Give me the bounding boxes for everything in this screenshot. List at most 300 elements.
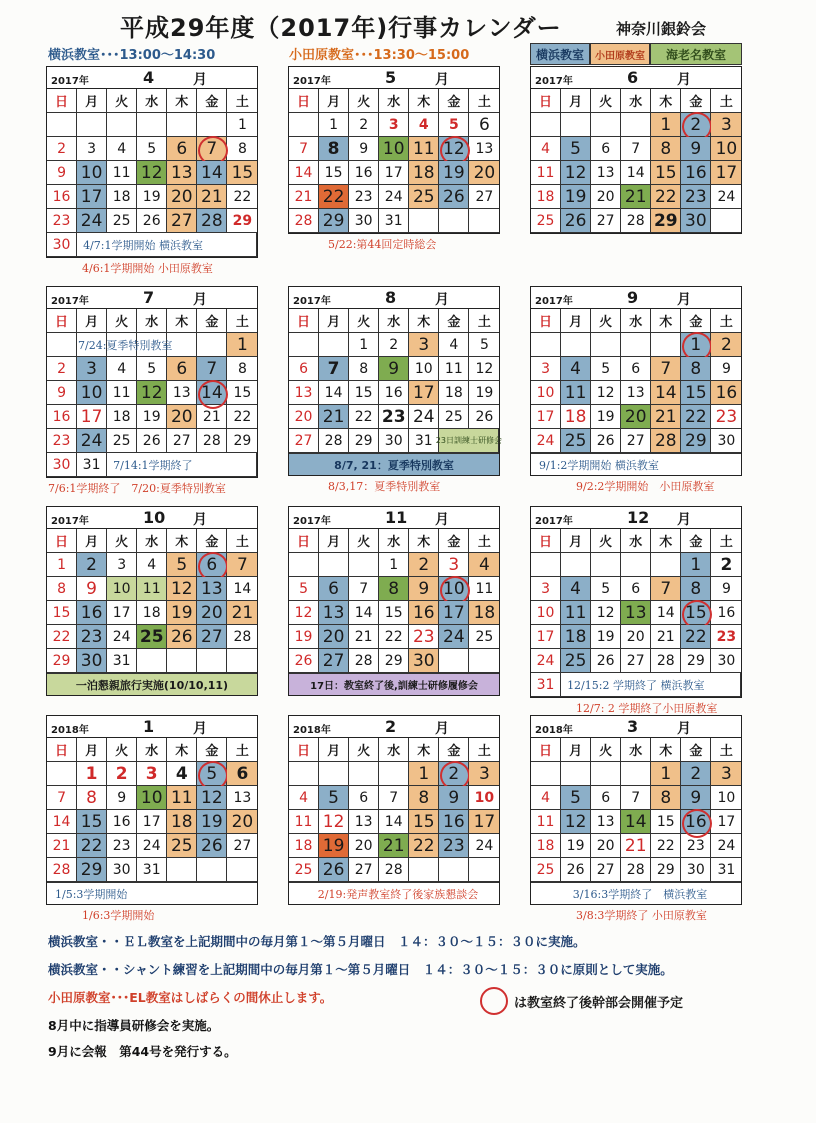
date-cell: 13 — [469, 137, 499, 161]
weekday-header: 日 — [47, 309, 77, 333]
empty-cell — [319, 762, 349, 786]
date-cell: 24 — [711, 834, 741, 858]
date-cell: 13 — [319, 601, 349, 625]
weekday-header: 金 — [439, 309, 469, 333]
weekday-header: 月 — [77, 529, 107, 553]
date-cell: 19 — [319, 834, 349, 858]
date-cell: 14 — [47, 810, 77, 834]
weekday-header: 日 — [531, 738, 561, 762]
empty-cell — [439, 858, 469, 882]
month-event-note: 12/15:2 学期終了 横浜教室 — [561, 673, 741, 697]
date-cell: 5 — [591, 357, 621, 381]
date-cell: 5 — [469, 333, 499, 357]
date-cell: 24 — [137, 834, 167, 858]
date-cell: 8 — [47, 577, 77, 601]
date-cell: 12 — [197, 786, 227, 810]
date-cell: 2 — [379, 333, 409, 357]
date-cell: 8 — [77, 786, 107, 810]
date-cell: 1 — [409, 762, 439, 786]
date-cell: 8 — [319, 137, 349, 161]
training-note-cell: 23日訓練士研修会 — [439, 429, 499, 453]
month-number: 8 — [385, 288, 397, 307]
date-cell: 24 — [439, 625, 469, 649]
date-cell: 1 — [681, 333, 711, 357]
weekday-header: 日 — [47, 738, 77, 762]
month-header — [47, 507, 257, 529]
weekday-header: 水 — [379, 309, 409, 333]
weekday-header: 木 — [651, 529, 681, 553]
date-cell: 5 — [439, 113, 469, 137]
date-cell: 12 — [167, 577, 197, 601]
weekday-header: 月 — [561, 529, 591, 553]
empty-cell — [531, 553, 561, 577]
month-number: 2 — [385, 717, 397, 736]
date-cell: 2 — [77, 553, 107, 577]
date-cell: 3 — [469, 762, 499, 786]
date-cell: 8 — [681, 577, 711, 601]
date-cell: 10 — [77, 381, 107, 405]
date-cell: 6 — [289, 357, 319, 381]
date-cell: 31 — [711, 858, 741, 882]
weekday-header: 火 — [591, 529, 621, 553]
weekday-header: 水 — [379, 738, 409, 762]
red-circle-icon — [480, 987, 508, 1015]
weekday-header: 日 — [289, 89, 319, 113]
month-event-note: 3/8:3学期終了 小田原教室 — [576, 909, 707, 922]
date-cell: 3 — [379, 113, 409, 137]
date-cell: 27 — [289, 429, 319, 453]
weekday-header: 火 — [591, 89, 621, 113]
empty-cell — [379, 762, 409, 786]
date-cell: 11 — [167, 786, 197, 810]
month-year: 2017年 — [51, 76, 89, 87]
date-cell: 22 — [681, 625, 711, 649]
weekday-header: 月 — [561, 309, 591, 333]
date-cell: 28 — [379, 858, 409, 882]
date-cell: 15 — [651, 810, 681, 834]
date-cell: 24 — [531, 649, 561, 673]
weekday-header: 月 — [77, 738, 107, 762]
date-cell: 30 — [681, 209, 711, 233]
date-cell: 18 — [531, 185, 561, 209]
empty-cell — [289, 553, 319, 577]
date-cell: 13 — [167, 381, 197, 405]
weekday-header: 水 — [379, 89, 409, 113]
date-cell: 21 — [197, 405, 227, 429]
date-cell: 11 — [137, 577, 167, 601]
date-cell: 26 — [137, 209, 167, 233]
date-cell: 5 — [197, 762, 227, 786]
empty-cell — [227, 858, 257, 882]
date-cell: 9 — [107, 786, 137, 810]
weekday-header: 火 — [349, 529, 379, 553]
month-grid — [47, 309, 257, 477]
footer-note-el: 横浜教室・・ＥＬ教室を上記期間中の毎月第１～第５月曜日 １４：３０～１５：３０に実施。 — [48, 934, 586, 949]
date-cell: 24 — [469, 834, 499, 858]
date-cell: 21 — [621, 834, 651, 858]
date-cell: 10 — [711, 786, 741, 810]
date-cell: 29 — [681, 429, 711, 453]
weekday-header: 土 — [469, 529, 499, 553]
date-cell: 26 — [197, 834, 227, 858]
weekday-header: 日 — [531, 529, 561, 553]
date-cell: 23 — [711, 625, 741, 649]
month-year: 2017年 — [535, 516, 573, 527]
date-cell: 28 — [621, 209, 651, 233]
date-cell: 3 — [77, 357, 107, 381]
date-cell: 25 — [137, 625, 167, 649]
date-cell: 4 — [107, 137, 137, 161]
weekday-header: 火 — [107, 89, 137, 113]
date-cell: 20 — [469, 161, 499, 185]
weekday-header: 木 — [651, 309, 681, 333]
date-cell: 24 — [379, 185, 409, 209]
date-cell: 28 — [349, 649, 379, 673]
date-cell: 14 — [379, 810, 409, 834]
date-cell: 6 — [469, 113, 499, 137]
date-cell: 4 — [439, 333, 469, 357]
empty-cell — [469, 209, 499, 233]
organization-name: 神奈川銀鈴会 — [616, 20, 707, 38]
weekday-header: 土 — [711, 89, 741, 113]
date-cell: 4 — [289, 786, 319, 810]
weekday-header: 火 — [107, 529, 137, 553]
date-cell: 22 — [77, 834, 107, 858]
month-label: 月 — [677, 72, 691, 88]
date-cell: 3 — [409, 333, 439, 357]
date-cell: 31 — [409, 429, 439, 453]
date-cell: 27 — [167, 429, 197, 453]
date-cell: 22 — [227, 405, 257, 429]
date-cell: 10 — [409, 357, 439, 381]
weekday-header: 金 — [439, 529, 469, 553]
month-event-bar: 一泊懇親旅行実施(10/10,11) — [47, 673, 257, 695]
date-cell: 29 — [319, 209, 349, 233]
date-cell: 23 — [47, 209, 77, 233]
date-cell: 21 — [319, 405, 349, 429]
month-number: 6 — [627, 68, 639, 87]
date-cell: 15 — [379, 601, 409, 625]
date-cell: 4 — [531, 137, 561, 161]
date-cell: 4 — [561, 577, 591, 601]
date-cell: 28 — [651, 429, 681, 453]
date-cell: 30 — [409, 649, 439, 673]
month-calendar — [288, 66, 500, 234]
date-cell: 23 — [439, 834, 469, 858]
date-cell: 13 — [621, 601, 651, 625]
empty-cell — [197, 333, 227, 357]
date-cell: 2 — [349, 113, 379, 137]
month-year: 2018年 — [51, 725, 89, 736]
date-cell: 23 — [681, 185, 711, 209]
date-cell: 19 — [591, 405, 621, 429]
date-cell: 12 — [561, 161, 591, 185]
date-cell: 11 — [561, 381, 591, 405]
date-cell: 17 — [379, 161, 409, 185]
date-cell: 8 — [409, 786, 439, 810]
date-cell: 31 — [107, 649, 137, 673]
month-calendar — [530, 506, 742, 698]
date-cell: 17 — [469, 810, 499, 834]
month-number: 5 — [385, 68, 397, 87]
empty-cell — [47, 333, 77, 357]
date-cell: 1 — [319, 113, 349, 137]
date-cell: 30 — [77, 649, 107, 673]
empty-cell — [349, 553, 379, 577]
date-cell: 27 — [621, 649, 651, 673]
date-cell: 30 — [681, 858, 711, 882]
date-cell: 19 — [561, 185, 591, 209]
empty-cell — [531, 333, 561, 357]
date-cell: 10 — [531, 381, 561, 405]
month-year: 2017年 — [535, 296, 573, 307]
weekday-header: 日 — [47, 529, 77, 553]
date-cell: 2 — [711, 333, 741, 357]
weekday-header: 水 — [621, 309, 651, 333]
month-event-note: 1/6:3学期開始 — [82, 909, 155, 922]
classroom-legend — [530, 43, 742, 65]
date-cell: 1 — [681, 553, 711, 577]
footer-note-training: 8月中に指導員研修会を実施。 — [48, 1018, 220, 1033]
month-grid — [531, 529, 741, 697]
footer-note-newsletter: 9月に会報 第44号を発行する。 — [48, 1044, 237, 1059]
date-cell: 11 — [409, 137, 439, 161]
date-cell: 11 — [107, 381, 137, 405]
month-year: 2017年 — [51, 296, 89, 307]
empty-cell — [319, 333, 349, 357]
date-cell: 2 — [107, 762, 137, 786]
date-cell: 6 — [621, 577, 651, 601]
date-cell: 29 — [227, 209, 257, 233]
weekday-header: 金 — [439, 738, 469, 762]
date-cell: 29 — [227, 429, 257, 453]
month-event-note: 9/2:2学期開始 小田原教室 — [576, 480, 715, 493]
weekday-header: 土 — [227, 309, 257, 333]
month-event-note: 8/3,17：夏季特別教室 — [328, 480, 441, 493]
month-header — [289, 507, 499, 529]
date-cell: 17 — [711, 161, 741, 185]
date-cell: 2 — [681, 762, 711, 786]
month-year: 2018年 — [535, 725, 573, 736]
month-header — [47, 67, 257, 89]
date-cell: 10 — [531, 601, 561, 625]
date-cell: 6 — [591, 786, 621, 810]
month-label: 月 — [193, 72, 207, 88]
date-cell: 21 — [47, 834, 77, 858]
date-cell: 14 — [197, 161, 227, 185]
weekday-header: 水 — [621, 738, 651, 762]
date-cell: 5 — [561, 786, 591, 810]
month-header — [531, 507, 741, 529]
legend-odawara: 小田原教室 — [590, 43, 650, 65]
date-cell: 16 — [439, 810, 469, 834]
empty-cell — [197, 858, 227, 882]
legend-yokohama: 横浜教室 — [530, 43, 590, 65]
month-header — [289, 716, 499, 738]
date-cell: 25 — [531, 858, 561, 882]
month-event-bar: 8/7, 21：夏季特別教室 — [289, 453, 499, 475]
weekday-header: 月 — [561, 738, 591, 762]
date-cell: 24 — [531, 429, 561, 453]
weekday-header: 月 — [319, 529, 349, 553]
date-cell: 25 — [439, 405, 469, 429]
date-cell: 28 — [197, 429, 227, 453]
date-cell: 22 — [651, 834, 681, 858]
date-cell: 1 — [651, 762, 681, 786]
month-grid — [531, 89, 741, 233]
date-cell: 30 — [711, 649, 741, 673]
date-cell: 6 — [197, 553, 227, 577]
date-cell: 8 — [227, 357, 257, 381]
date-cell: 15 — [77, 810, 107, 834]
date-cell: 15 — [681, 601, 711, 625]
month-calendar — [46, 506, 258, 696]
date-cell: 7 — [349, 577, 379, 601]
date-cell: 17 — [711, 810, 741, 834]
month-number: 7 — [143, 288, 155, 307]
date-cell: 25 — [561, 649, 591, 673]
footer-note-shunt: 横浜教室・・シャント練習を上記期間中の毎月第１～第５月曜日 １４：３０～１５：３０に原則として実施。 — [48, 962, 673, 977]
date-cell: 24 — [409, 405, 439, 429]
date-cell: 18 — [167, 810, 197, 834]
weekday-header: 火 — [349, 309, 379, 333]
date-cell: 27 — [197, 625, 227, 649]
date-cell: 21 — [379, 834, 409, 858]
date-cell: 21 — [227, 601, 257, 625]
date-cell: 8 — [651, 786, 681, 810]
weekday-header: 金 — [681, 309, 711, 333]
weekday-header: 木 — [167, 529, 197, 553]
date-cell: 18 — [561, 625, 591, 649]
month-label: 月 — [435, 512, 449, 528]
date-cell: 30 — [349, 209, 379, 233]
month-label: 月 — [677, 512, 691, 528]
date-cell: 12 — [591, 601, 621, 625]
date-cell: 27 — [349, 858, 379, 882]
month-year: 2017年 — [535, 76, 573, 87]
month-label: 月 — [193, 512, 207, 528]
date-cell: 25 — [561, 429, 591, 453]
date-cell: 14 — [621, 810, 651, 834]
date-cell: 25 — [107, 429, 137, 453]
month-event-note: 1/5:3学期開始 — [47, 882, 257, 904]
empty-cell — [469, 858, 499, 882]
date-cell: 13 — [621, 381, 651, 405]
date-cell: 20 — [349, 834, 379, 858]
month-calendar — [46, 66, 258, 258]
date-cell: 23 — [107, 834, 137, 858]
date-cell: 23 — [349, 185, 379, 209]
date-cell: 31 — [531, 673, 561, 697]
empty-cell — [591, 333, 621, 357]
date-cell: 2 — [47, 357, 77, 381]
date-cell: 4 — [167, 762, 197, 786]
empty-cell — [289, 113, 319, 137]
weekday-header: 火 — [591, 738, 621, 762]
empty-cell — [591, 762, 621, 786]
date-cell: 4 — [469, 553, 499, 577]
weekday-header: 木 — [409, 529, 439, 553]
empty-cell — [349, 762, 379, 786]
date-cell: 31 — [379, 209, 409, 233]
date-cell: 9 — [681, 786, 711, 810]
date-cell: 17 — [77, 185, 107, 209]
empty-cell — [167, 858, 197, 882]
date-cell: 14 — [227, 577, 257, 601]
month-header — [47, 287, 257, 309]
month-year: 2018年 — [293, 725, 331, 736]
date-cell: 8 — [681, 357, 711, 381]
date-cell: 9 — [47, 161, 77, 185]
date-cell: 14 — [319, 381, 349, 405]
date-cell: 28 — [47, 858, 77, 882]
weekday-header: 木 — [167, 738, 197, 762]
date-cell: 16 — [379, 381, 409, 405]
weekday-header: 金 — [681, 529, 711, 553]
date-cell: 23 — [409, 625, 439, 649]
weekday-header: 水 — [137, 89, 167, 113]
month-label: 月 — [677, 292, 691, 308]
date-cell: 12 — [469, 357, 499, 381]
month-number: 12 — [627, 508, 650, 527]
month-year: 2017年 — [293, 76, 331, 87]
weekday-header: 月 — [319, 738, 349, 762]
date-cell: 27 — [591, 209, 621, 233]
date-cell: 13 — [591, 161, 621, 185]
date-cell: 16 — [711, 601, 741, 625]
empty-cell — [167, 113, 197, 137]
date-cell: 15 — [47, 601, 77, 625]
date-cell: 10 — [77, 161, 107, 185]
date-cell: 21 — [197, 185, 227, 209]
month-year: 2017年 — [293, 296, 331, 307]
empty-cell — [531, 113, 561, 137]
date-cell: 26 — [561, 209, 591, 233]
date-cell: 11 — [439, 357, 469, 381]
date-cell: 6 — [591, 137, 621, 161]
date-cell: 26 — [289, 649, 319, 673]
date-cell: 15 — [681, 381, 711, 405]
date-cell: 18 — [137, 601, 167, 625]
empty-cell — [591, 113, 621, 137]
date-cell: 14 — [621, 161, 651, 185]
date-cell: 19 — [469, 381, 499, 405]
date-cell: 7 — [319, 357, 349, 381]
date-cell: 24 — [77, 209, 107, 233]
empty-cell — [107, 113, 137, 137]
empty-cell — [167, 649, 197, 673]
date-cell: 22 — [409, 834, 439, 858]
empty-cell — [197, 113, 227, 137]
date-cell: 16 — [47, 405, 77, 429]
date-cell: 10 — [439, 577, 469, 601]
date-cell: 16 — [711, 381, 741, 405]
month-label: 月 — [193, 292, 207, 308]
weekday-header: 土 — [227, 529, 257, 553]
date-cell: 9 — [349, 137, 379, 161]
date-cell: 25 — [469, 625, 499, 649]
date-cell: 6 — [621, 357, 651, 381]
date-cell: 26 — [591, 429, 621, 453]
date-cell: 25 — [531, 209, 561, 233]
month-number: 11 — [385, 508, 408, 527]
date-cell: 27 — [469, 185, 499, 209]
empty-cell — [561, 333, 591, 357]
date-cell: 5 — [319, 786, 349, 810]
date-cell: 13 — [591, 810, 621, 834]
date-cell: 30 — [107, 858, 137, 882]
weekday-header: 金 — [681, 738, 711, 762]
